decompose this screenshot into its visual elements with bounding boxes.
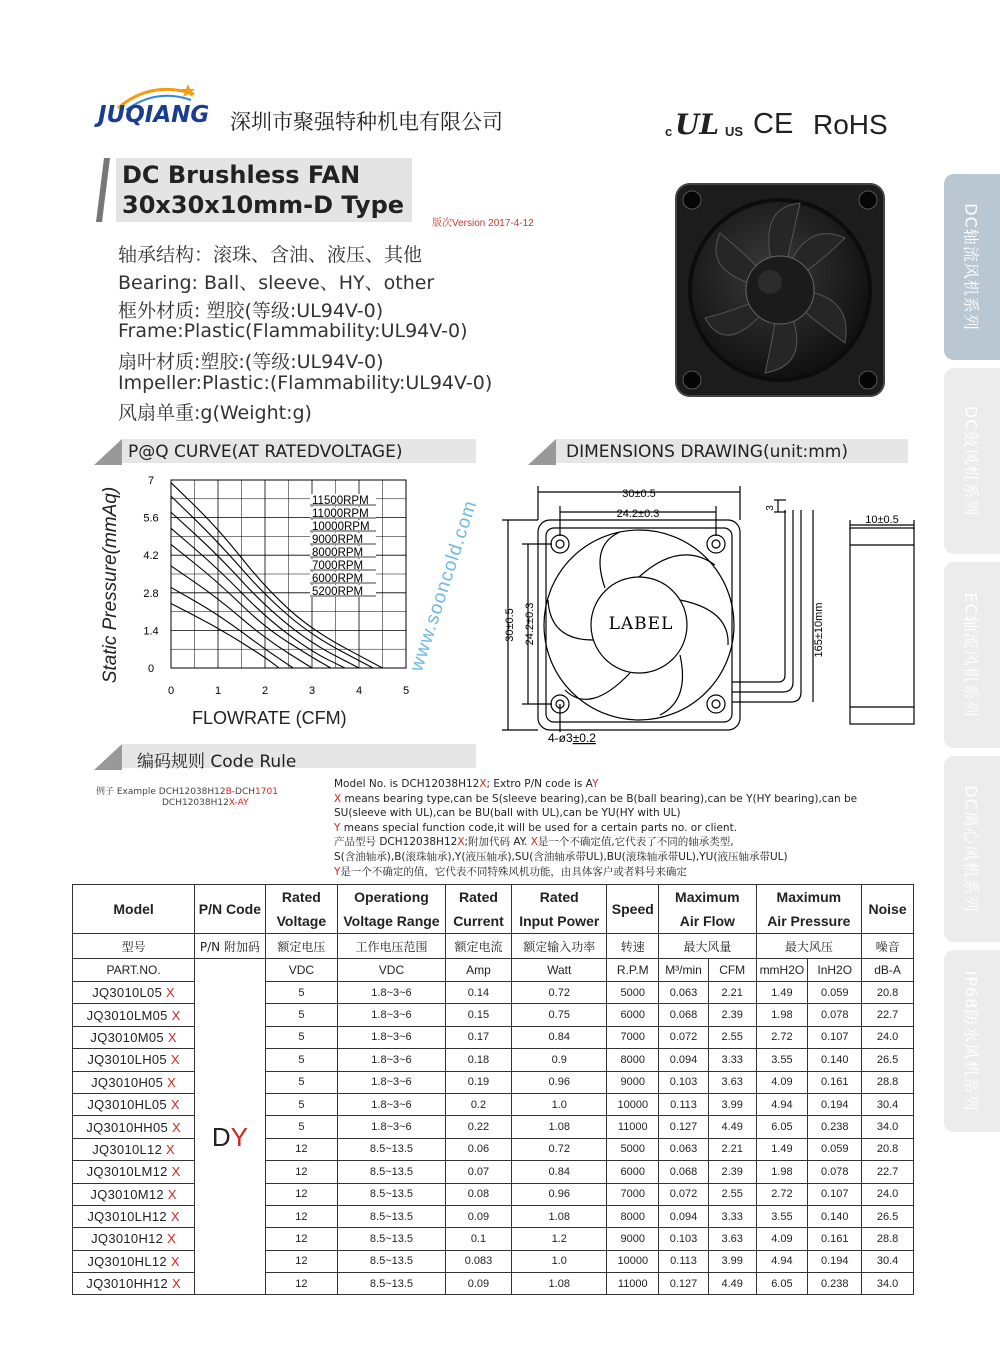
table-cell: 26.5 <box>862 1205 914 1227</box>
table-cell: 12 <box>265 1138 338 1160</box>
th-voltage: Voltage <box>265 909 338 934</box>
model-number: JQ3010LH05 <box>87 1052 171 1068</box>
table-cell: 22.7 <box>862 1161 914 1183</box>
table-cell: 1.8~3~6 <box>338 1004 446 1026</box>
model-suffix: X <box>171 1007 181 1023</box>
table-cell: 0.127 <box>659 1273 709 1295</box>
table-cell: 22.7 <box>862 1004 914 1026</box>
table-cell: 0.113 <box>659 1093 709 1115</box>
table-cell: 8000 <box>607 1205 659 1227</box>
spec-frame-cn: 框外材质: 塑胶(等级:UL94V-0) <box>118 300 384 322</box>
table-cell: 0.161 <box>808 1071 862 1093</box>
y-tick-label: 2.8 <box>143 587 159 600</box>
table-cell: 0.103 <box>659 1228 709 1250</box>
table-cell: 28.8 <box>862 1228 914 1250</box>
table-cell: 4.49 <box>708 1116 756 1138</box>
legend-label: 10000RPM <box>312 521 370 533</box>
th-air-pressure: Air Pressure <box>756 909 862 934</box>
model-number: JQ3010L12 <box>92 1141 167 1157</box>
model-suffix: X <box>167 1074 177 1090</box>
th-rated-power: Rated <box>512 885 607 910</box>
title-line-2: 30x30x10mm-D Type <box>122 191 405 219</box>
spec-frame-en: Frame:Plastic(Flammability:UL94V-0) <box>118 320 468 342</box>
model-number: JQ3010H05 <box>91 1074 168 1090</box>
cell-model <box>73 1250 195 1272</box>
table-cell: 0.17 <box>445 1026 511 1048</box>
table-cell: 20.8 <box>862 982 914 1004</box>
table-cell: 12 <box>265 1205 338 1227</box>
table-cell: 24.0 <box>862 1183 914 1205</box>
x-tick-label: 3 <box>308 685 316 697</box>
table-cell: 0.238 <box>808 1273 862 1295</box>
table-cell: 0.078 <box>808 1161 862 1183</box>
table-cell: 0.22 <box>445 1116 511 1138</box>
legend-label: 11500RPM <box>312 495 369 507</box>
cert-c: c <box>665 124 673 139</box>
table-cell: 5 <box>265 1071 338 1093</box>
th-operationg: Operationg <box>338 885 446 910</box>
table-cell: 0.09 <box>445 1205 511 1227</box>
table-cell: 0.07 <box>445 1161 511 1183</box>
pq-section-title: P@Q CURVE(AT RATEDVOLTAGE) <box>128 442 403 462</box>
cell-model <box>73 1273 195 1295</box>
cert-us: US <box>725 124 744 139</box>
table-cell: 5 <box>265 982 338 1004</box>
table-cell: 9000 <box>607 1228 659 1250</box>
table-cell: 0.094 <box>659 1205 709 1227</box>
ul-logo-icon: UL <box>675 108 720 141</box>
dim-holes: 4-ø3 <box>548 731 573 745</box>
table-cell: 3.55 <box>756 1205 808 1227</box>
table-cell: 8.5~13.5 <box>338 1183 446 1205</box>
cell-model <box>73 982 195 1004</box>
dim-hole-vertical: 24.2±0.3 <box>524 602 536 646</box>
model-number: JQ3010M12 <box>90 1186 168 1202</box>
table-cell: 2.72 <box>756 1026 808 1048</box>
table-cell: 0.083 <box>445 1250 511 1272</box>
table-header-row-1 <box>73 885 914 910</box>
dim-section-title: DIMENSIONS DRAWING(unit:mm) <box>566 442 849 462</box>
title-slash-icon <box>96 158 110 222</box>
watermark: www.sooncold.com <box>406 497 482 675</box>
table-cell: 0.127 <box>659 1116 709 1138</box>
company-logo <box>96 80 221 130</box>
code-line-4: Y means special function code,it will be used for a certain parts no. or client. <box>334 821 738 834</box>
model-number: JQ3010LH12 <box>87 1209 171 1225</box>
table-cell: 1.8~3~6 <box>338 1116 446 1138</box>
table-cell: 1.98 <box>756 1004 808 1026</box>
spec-bearing-en: Bearing: Ball、sleeve、HY、other <box>118 272 435 294</box>
table-cell: 10000 <box>607 1093 659 1115</box>
table-cell: 1.98 <box>756 1161 808 1183</box>
code-line-6: S(含油轴承),B(滚珠轴承),Y(液压轴承),SU(含油轴承带UL),BU(滚珠轴承带UL),YU(液压轴承带UL) <box>334 850 788 863</box>
th-rated-current: Rated <box>445 885 511 910</box>
th-maximum-pressure: Maximum <box>756 885 862 910</box>
model-suffix: X <box>171 1119 181 1135</box>
tab-dc-centrifugal[interactable]: DC离心风机系列 <box>944 756 1000 942</box>
code-section-title: 编码规则 Code Rule <box>137 752 297 772</box>
dim-lead: 3 <box>765 505 776 511</box>
table-cell: 0.113 <box>659 1250 709 1272</box>
spec-impeller-cn: 扇叶材质:塑胶:(等级:UL94V-0) <box>118 351 384 373</box>
table-cell: 0.107 <box>808 1183 862 1205</box>
x-tick-label: 0 <box>167 685 175 697</box>
model-number: JQ3010L05 <box>92 985 167 1001</box>
cell-model <box>73 1049 195 1071</box>
table-cell: 0.18 <box>445 1049 511 1071</box>
table-cell: 0.15 <box>445 1004 511 1026</box>
table-cell: 0.161 <box>808 1228 862 1250</box>
th-noise: Noise <box>862 885 914 934</box>
model-suffix: X <box>171 1164 181 1180</box>
table-cell: 0.194 <box>808 1093 862 1115</box>
table-cell: 1.49 <box>756 1138 808 1160</box>
table-cell: 8.5~13.5 <box>338 1138 446 1160</box>
dim-section-triangle-icon <box>528 439 556 465</box>
model-number: JQ3010LM05 <box>86 1007 172 1023</box>
table-cell: 0.96 <box>512 1071 607 1093</box>
table-cell: 11000 <box>607 1116 659 1138</box>
legend-label: 5200RPM <box>312 586 364 598</box>
code-example2-dash: - <box>234 798 238 808</box>
cell-model <box>73 1004 195 1026</box>
table-cell: 0.09 <box>445 1273 511 1295</box>
pn-code-y: Y <box>230 1122 248 1153</box>
table-cell: 26.5 <box>862 1049 914 1071</box>
table-cell: 0.140 <box>808 1205 862 1227</box>
table-cell: 5 <box>265 1026 338 1048</box>
table-cell: 12 <box>265 1228 338 1250</box>
dim-height: 30±0.5 <box>504 608 516 642</box>
table-cell: 34.0 <box>862 1116 914 1138</box>
th-air-flow: Air Flow <box>659 909 756 934</box>
spec-bearing-cn: 轴承结构：滚珠、含油、液压、其他 <box>118 244 423 266</box>
model-number: JQ3010M05 <box>90 1029 168 1045</box>
model-suffix: X <box>170 1209 180 1225</box>
table-cell: 4.09 <box>756 1071 808 1093</box>
code-line-7: Y是一个不确定的值，它代表不同特殊风机功能，由具体客户或者料号来确定 <box>334 865 687 878</box>
model-suffix: X <box>166 1141 176 1157</box>
table-cell: 0.059 <box>808 1138 862 1160</box>
table-cell: 0.194 <box>808 1250 862 1272</box>
dim-width: 30±0.5 <box>622 488 656 500</box>
table-cell: 0.063 <box>659 982 709 1004</box>
tab-dc-axial[interactable]: DC轴流风机系列 <box>944 174 1000 360</box>
table-cell: 1.8~3~6 <box>338 1026 446 1048</box>
table-cell: 6000 <box>607 1161 659 1183</box>
th-maximum-flow: Maximum <box>659 885 756 910</box>
tab-dc-blower[interactable]: DC鼓风机系列 <box>944 368 1000 554</box>
code-line-2: X means bearing type,can be S(sleeve bearing),can be B(ball bearing),can be Y(HY bearing),can be <box>334 792 858 805</box>
code-example-b: B <box>225 787 232 797</box>
legend-label: 8000RPM <box>312 547 364 559</box>
legend-label: 11000RPM <box>312 508 369 520</box>
table-cell: 30.4 <box>862 1250 914 1272</box>
y-tick-label: 1.4 <box>143 625 159 638</box>
table-cell: 0.1 <box>445 1228 511 1250</box>
table-cell: 12 <box>265 1250 338 1272</box>
table-cell: 1.8~3~6 <box>338 1093 446 1115</box>
table-cell: 6000 <box>607 1004 659 1026</box>
dim-hole: 24.2±0.3 <box>616 508 660 520</box>
table-cell: 6.05 <box>756 1116 808 1138</box>
x-tick-label: 5 <box>402 685 410 697</box>
chart-ylabel: Static Pressure(mmAq) <box>100 486 121 684</box>
rohs-mark: RoHS <box>813 109 888 140</box>
model-number: JQ3010HH12 <box>86 1276 172 1292</box>
table-cell: 5000 <box>607 982 659 1004</box>
table-cell: 3.63 <box>708 1071 756 1093</box>
spec-weight: 风扇单重:g(Weight:g) <box>118 402 312 424</box>
table-cell: 8.5~13.5 <box>338 1250 446 1272</box>
table-cell: 0.068 <box>659 1161 709 1183</box>
table-cell: 34.0 <box>862 1273 914 1295</box>
table-cell: 5 <box>265 1116 338 1138</box>
table-cell: 1.2 <box>512 1228 607 1250</box>
table-cell: 0.84 <box>512 1026 607 1048</box>
code-example-2 <box>162 798 249 808</box>
y-tick-label: 5.6 <box>143 512 159 525</box>
th-voltage-range: Voltage Range <box>338 909 446 934</box>
table-cell: 0.059 <box>808 982 862 1004</box>
code-example-code: 1701 <box>255 787 278 797</box>
code-line-3: SU(sleeve with UL),can be BU(ball with UL),can be YU(HY with UL) <box>334 807 681 820</box>
legend-label: 6000RPM <box>312 573 364 585</box>
table-cell: 4.09 <box>756 1228 808 1250</box>
model-number: JQ3010HH05 <box>86 1119 172 1135</box>
code-line-5: 产品型号 DCH12038H12X;附加代码 AY. X是一个不确定值,它代表了不同的轴承类型, <box>334 836 734 849</box>
table-cell: 11000 <box>607 1273 659 1295</box>
table-cell: 1.8~3~6 <box>338 1071 446 1093</box>
spec-impeller-en: Impeller:Plastic:(Flammability:UL94V-0) <box>118 372 493 394</box>
th-model: Model <box>73 885 195 934</box>
model-suffix: X <box>167 1029 177 1045</box>
fan-photo <box>670 178 890 403</box>
table-cell: 20.8 <box>862 1138 914 1160</box>
table-cell: 0.072 <box>659 1026 709 1048</box>
code-example-mid: -DCH <box>231 787 256 797</box>
svg-text:4-ø3±0.2 <box>548 731 596 745</box>
table-cell: 3.99 <box>708 1250 756 1272</box>
legend-label: 9000RPM <box>312 534 364 546</box>
table-cell: 24.0 <box>862 1026 914 1048</box>
table-cell: 2.55 <box>708 1183 756 1205</box>
table-cell: 0.19 <box>445 1071 511 1093</box>
cell-model <box>73 1116 195 1138</box>
dim-thickness: 10±0.5 <box>865 514 899 526</box>
table-row <box>73 982 914 1004</box>
table-cell: 30.4 <box>862 1093 914 1115</box>
code-example2-ay: AY <box>237 798 249 808</box>
table-units-row: PART.NO. VDC VDC Amp Watt R.P.M M³/min CFM mmH2O InH2O dB-A <box>73 959 914 982</box>
table-cell: 0.72 <box>512 1138 607 1160</box>
table-cell: 0.14 <box>445 982 511 1004</box>
pn-code-d: D <box>211 1122 231 1153</box>
code-example-prefix: 例子 Example DCH12038H12 <box>96 787 226 797</box>
th-input-power: Input Power <box>512 909 607 934</box>
table-cell: 0.107 <box>808 1026 862 1048</box>
code-example2-x: X <box>228 798 235 808</box>
legend-label: 7000RPM <box>312 560 364 572</box>
cell-model <box>73 1026 195 1048</box>
table-cell: 4.94 <box>756 1093 808 1115</box>
table-cell: 12 <box>265 1273 338 1295</box>
table-cell: 7000 <box>607 1026 659 1048</box>
x-tick-label: 4 <box>355 685 363 697</box>
logo-text: JUQIANG <box>98 102 210 128</box>
table-cell: 1.08 <box>512 1116 607 1138</box>
table-cell: 5 <box>265 1093 338 1115</box>
code-example2-prefix: DCH12038H12 <box>162 798 229 808</box>
table-cell: 7000 <box>607 1183 659 1205</box>
table-cell: 12 <box>265 1183 338 1205</box>
model-suffix: X <box>170 1052 180 1068</box>
code-section-triangle-icon <box>94 744 122 770</box>
table-header-row-cn: 型号 P/N 附加码 额定电压 工作电压范围 额定电流 额定输入功率 转速 最大风量 最大风压 噪音 <box>73 934 914 959</box>
model-number: JQ3010H12 <box>91 1231 168 1247</box>
table-cell: 5000 <box>607 1138 659 1160</box>
table-cell: 2.39 <box>708 1161 756 1183</box>
table-cell: 0.103 <box>659 1071 709 1093</box>
table-cell: 1.8~3~6 <box>338 982 446 1004</box>
table-cell: 0.140 <box>808 1049 862 1071</box>
x-tick-label: 1 <box>214 685 222 697</box>
table-cell: 1.49 <box>756 982 808 1004</box>
th-speed: Speed <box>607 885 659 934</box>
code-line-1: Model No. is DCH12038H12X; Extro P/N code is AY <box>334 778 599 790</box>
cell-model <box>73 1138 195 1160</box>
model-suffix: X <box>170 1097 180 1113</box>
table-cell: 0.9 <box>512 1049 607 1071</box>
table-cell: 0.08 <box>445 1183 511 1205</box>
table-cell: 2.72 <box>756 1183 808 1205</box>
model-number: JQ3010HL05 <box>87 1097 171 1113</box>
cell-model <box>73 1183 195 1205</box>
table-cell: 1.08 <box>512 1273 607 1295</box>
code-rule-description <box>334 777 857 879</box>
cell-model <box>73 1228 195 1250</box>
table-cell: 2.39 <box>708 1004 756 1026</box>
table-cell: 0.072 <box>659 1183 709 1205</box>
y-tick-label: 0 <box>147 663 155 675</box>
pq-section-triangle-icon <box>94 439 122 465</box>
tab-ec-axial[interactable]: EC轴流风机系列 <box>944 562 1000 748</box>
th-pn-code: P/N Code <box>195 885 265 934</box>
table-cell: 0.063 <box>659 1138 709 1160</box>
cell-pn-code <box>195 982 265 1295</box>
table-cell: 2.55 <box>708 1026 756 1048</box>
model-suffix: X <box>170 1253 180 1269</box>
table-cell: 0.06 <box>445 1138 511 1160</box>
dim-cable: 165±10mm <box>813 602 825 658</box>
table-cell: 0.094 <box>659 1049 709 1071</box>
table-cell: 8.5~13.5 <box>338 1161 446 1183</box>
model-number: JQ3010LM12 <box>86 1164 172 1180</box>
tab-ip68-waterproof[interactable]: IP68防水风机系列 <box>944 950 1000 1132</box>
table-cell: 0.72 <box>512 982 607 1004</box>
pq-chart <box>96 470 416 740</box>
dim-holes-tolerance: ±0.2 <box>572 731 596 745</box>
table-cell: 3.33 <box>708 1205 756 1227</box>
table-cell: 1.8~3~6 <box>338 1049 446 1071</box>
table-cell: 2.21 <box>708 982 756 1004</box>
table-cell: 2.21 <box>708 1138 756 1160</box>
table-cell: 8.5~13.5 <box>338 1205 446 1227</box>
y-tick-label: 7 <box>147 475 155 487</box>
fan-label: LABEL <box>608 614 674 634</box>
table-cell: 8.5~13.5 <box>338 1273 446 1295</box>
table-cell: 10000 <box>607 1250 659 1272</box>
x-tick-label: 2 <box>261 685 269 697</box>
chart-xlabel: FLOWRATE (CFM) <box>192 708 347 728</box>
cell-model <box>73 1205 195 1227</box>
model-suffix: X <box>171 1276 181 1292</box>
table-cell: 8.5~13.5 <box>338 1228 446 1250</box>
table-cell: 0.75 <box>512 1004 607 1026</box>
table-cell: 0.238 <box>808 1116 862 1138</box>
table-cell: 3.99 <box>708 1093 756 1115</box>
table-cell: 8000 <box>607 1049 659 1071</box>
table-cell: 0.84 <box>512 1161 607 1183</box>
table-cell: 28.8 <box>862 1071 914 1093</box>
table-cell: 4.49 <box>708 1273 756 1295</box>
table-cell: 0.068 <box>659 1004 709 1026</box>
table-cell: 3.33 <box>708 1049 756 1071</box>
dimensions-drawing <box>490 470 930 760</box>
th-rated: Rated <box>265 885 338 910</box>
table-cell: 5 <box>265 1004 338 1026</box>
model-number: JQ3010HL12 <box>87 1253 171 1269</box>
table-cell: 4.94 <box>756 1250 808 1272</box>
table-cell: 1.0 <box>512 1250 607 1272</box>
th-current: Current <box>445 909 511 934</box>
title-line-1: DC Brushless FAN <box>122 161 361 189</box>
table-cell: 1.0 <box>512 1093 607 1115</box>
chart-legend <box>310 494 376 598</box>
table-cell: 9000 <box>607 1071 659 1093</box>
table-cell: 3.63 <box>708 1228 756 1250</box>
spec-table <box>72 884 914 1295</box>
table-cell: 0.2 <box>445 1093 511 1115</box>
company-name: 深圳市聚强特种机电有限公司 <box>230 110 503 134</box>
model-suffix: X <box>166 985 176 1001</box>
y-tick-label: 4.2 <box>143 550 159 563</box>
cell-model <box>73 1161 195 1183</box>
model-suffix: X <box>167 1231 177 1247</box>
code-example-1 <box>96 784 278 797</box>
table-cell: 5 <box>265 1049 338 1071</box>
version-label: 版次Version 2017-4-12 <box>432 218 534 229</box>
table-cell: 0.078 <box>808 1004 862 1026</box>
table-cell: 12 <box>265 1161 338 1183</box>
ce-mark: CE <box>753 108 794 140</box>
cell-model <box>73 1071 195 1093</box>
table-cell: 6.05 <box>756 1273 808 1295</box>
table-cell: 1.08 <box>512 1205 607 1227</box>
cell-model <box>73 1093 195 1115</box>
table-cell: 3.55 <box>756 1049 808 1071</box>
table-cell: 0.96 <box>512 1183 607 1205</box>
certifications <box>665 108 895 144</box>
model-suffix: X <box>167 1186 177 1202</box>
